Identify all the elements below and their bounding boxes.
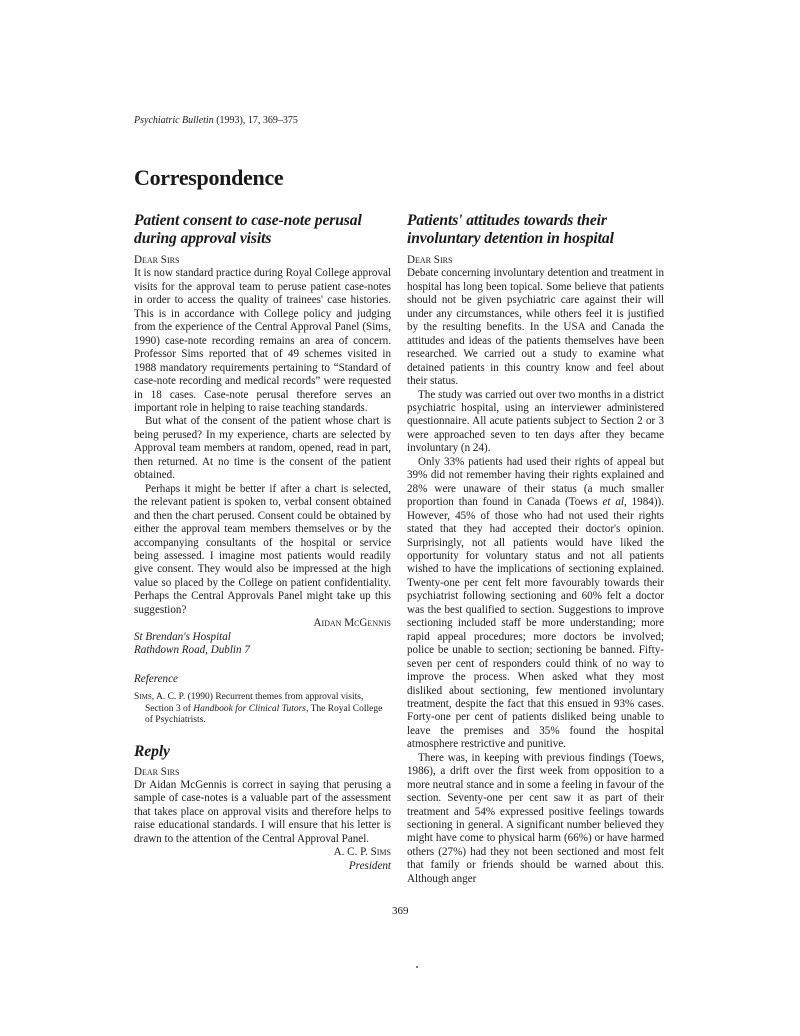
right-paragraph-1: Debate concerning involuntary detention and treatment in hospital has long been topical. Some believe that patients should not be given psychiatric care against their will under any circumstances, while others feel it is justified by the resulting benefits. In the USA and Canada the attitudes and ideas of the patients themselves have been researched. We carried out a study to examine what detained patients in this country know and feel about their status. xyxy=(407,267,664,388)
right-paragraph-4: There was, in keeping with previous findings (Toews, 1986), a drift over the first week from opposition to a more neutral stance and in some a feeling in favour of the section. Seventy-one per cent saw it as part of their treatment and 54% expressed positive feelings towards sectioning in general. A significant number believed they might have come to physical harm (66%) or have harmed others (27%) had they not been sectioned and most felt that family or friends should be warned about this. Although anger xyxy=(407,751,664,885)
address-line-1: St Brendan's Hospital xyxy=(134,630,231,643)
journal-details: (1993), 17, 369–375 xyxy=(213,115,298,126)
right-column xyxy=(407,212,664,886)
right-paragraph-2: The study was carried out over two months in a district psychiatric hospital, using an interviewer administered questionnaire. All acute patients subject to Section 2 or 3 were approached seven to ten days after they became involuntary (n 24). xyxy=(407,388,664,455)
section-title: Correspondence xyxy=(134,165,284,190)
reply-role: President xyxy=(348,859,391,872)
salutation-reply: Dear Sirs xyxy=(134,765,180,778)
journal-name: Psychiatric Bulletin xyxy=(134,115,214,126)
right-paragraph-3-part-1: Only 33% patients had used their rights of appeal but 39% did not remember having their rights explained and 28% were unaware of their status (a much smaller proportion than found in Canada (Toews xyxy=(407,455,664,509)
article-title-left: Patient consent to case-note perusal during approval visits xyxy=(134,212,362,247)
reference-heading: Reference xyxy=(134,672,178,685)
journal-citation xyxy=(134,115,298,126)
right-paragraph-3-part-2: , 1984)). However, 45% of those who had not used their rights stated that they had accepted their doctor's opinion. Surprisingly, not all patients would have liked the opportunity for voluntary status and not all patients wished to have the implications of sectioning explained. Twenty-one per cent felt more favourably towards their psychiatrist following sectioning and 60% felt a doctor was the best qualified to section. Suggestions to improve sectioning included staff be more understanding; more rapid appeal procedures; more doctors be involved; police be unable to section; sectioning be banned. Fifty-seven per cent of responders could think of no way to improve the process. When asked what they most disliked about sectioning, few mentioned involuntary treatment, despite the fact that this ensued in 93% cases. Forty-one per cent of patients disliked being unable to leave the premises and 35% found the hospital atmosphere restrictive and punitive. xyxy=(407,496,664,751)
reference-text-2: , The Royal College of Psychiatrists. xyxy=(145,703,383,726)
reply-paragraph: Dr Aidan McGennis is correct in saying that perusing a sample of case-notes is a valuable part of the assessment that takes place on approval visits and therefore helps to raise educational standards. I will ensure that his letter is drawn to the attention of the Central Approval Panel. xyxy=(134,779,391,845)
reference-text-1: , A. C. P. (1990) Recurrent themes from approval visits, Section 3 of xyxy=(145,692,364,714)
reference-entry xyxy=(134,692,391,727)
salutation-right: Dear Sirs xyxy=(407,254,453,266)
salutation-left: Dear Sirs xyxy=(134,254,180,266)
reply-heading: Reply xyxy=(134,742,170,760)
et-al: et al xyxy=(602,496,624,509)
left-column xyxy=(134,212,391,873)
scan-speck xyxy=(416,966,418,968)
letter-signature: Aidan McGennis xyxy=(313,617,391,630)
reply-signature: A. C. P. Sims xyxy=(333,846,391,859)
article-title-right: Patients' attitudes towards their involuntary detention in hospital xyxy=(407,212,614,247)
reference-author: Sims xyxy=(134,692,152,703)
reference-book-title: Handbook for Clinical Tutors xyxy=(193,703,306,714)
right-paragraph-3 xyxy=(407,456,664,752)
left-paragraph-2: But what of the consent of the patient whose chart is being perused? In my experience, charts are selected by Approval team members at random, opened, read in part, then returned. At no time is the consent of the patient obtained. xyxy=(134,415,391,482)
address-line-2: Rathdown Road, Dublin 7 xyxy=(134,644,250,657)
left-paragraph-3: Perhaps it might be better if after a chart is selected, the relevant patient is spoken to, verbal consent obtained and then the chart perused. Consent could be obtained by either the approval team members themselves or by the accompanying consultants of the hospital or service being assessed. I imagine most patients would readily give consent. They would also be impressed at the high value so placed by the College on patient confidentiality. Perhaps the Central Approvals Panel might take up this suggestion? xyxy=(134,482,391,616)
left-paragraph-1: It is now standard practice during Royal College approval visits for the approval team to peruse patient case-notes in order to access the quality of trainees' case histories. This is in accordance with College policy and judging from the experience of the Central Approval Panel (Sims, 1990) case-note recording remains an area of concern. Professor Sims reported that of 49 schemes visited in 1988 mandatory requirements pertaining to “Standard of case-note recording and medical records” were requested in 18 cases. Case-note perusal therefore serves an important role in helping to raise teaching standards. xyxy=(134,267,391,414)
page-number: 369 xyxy=(392,905,409,917)
